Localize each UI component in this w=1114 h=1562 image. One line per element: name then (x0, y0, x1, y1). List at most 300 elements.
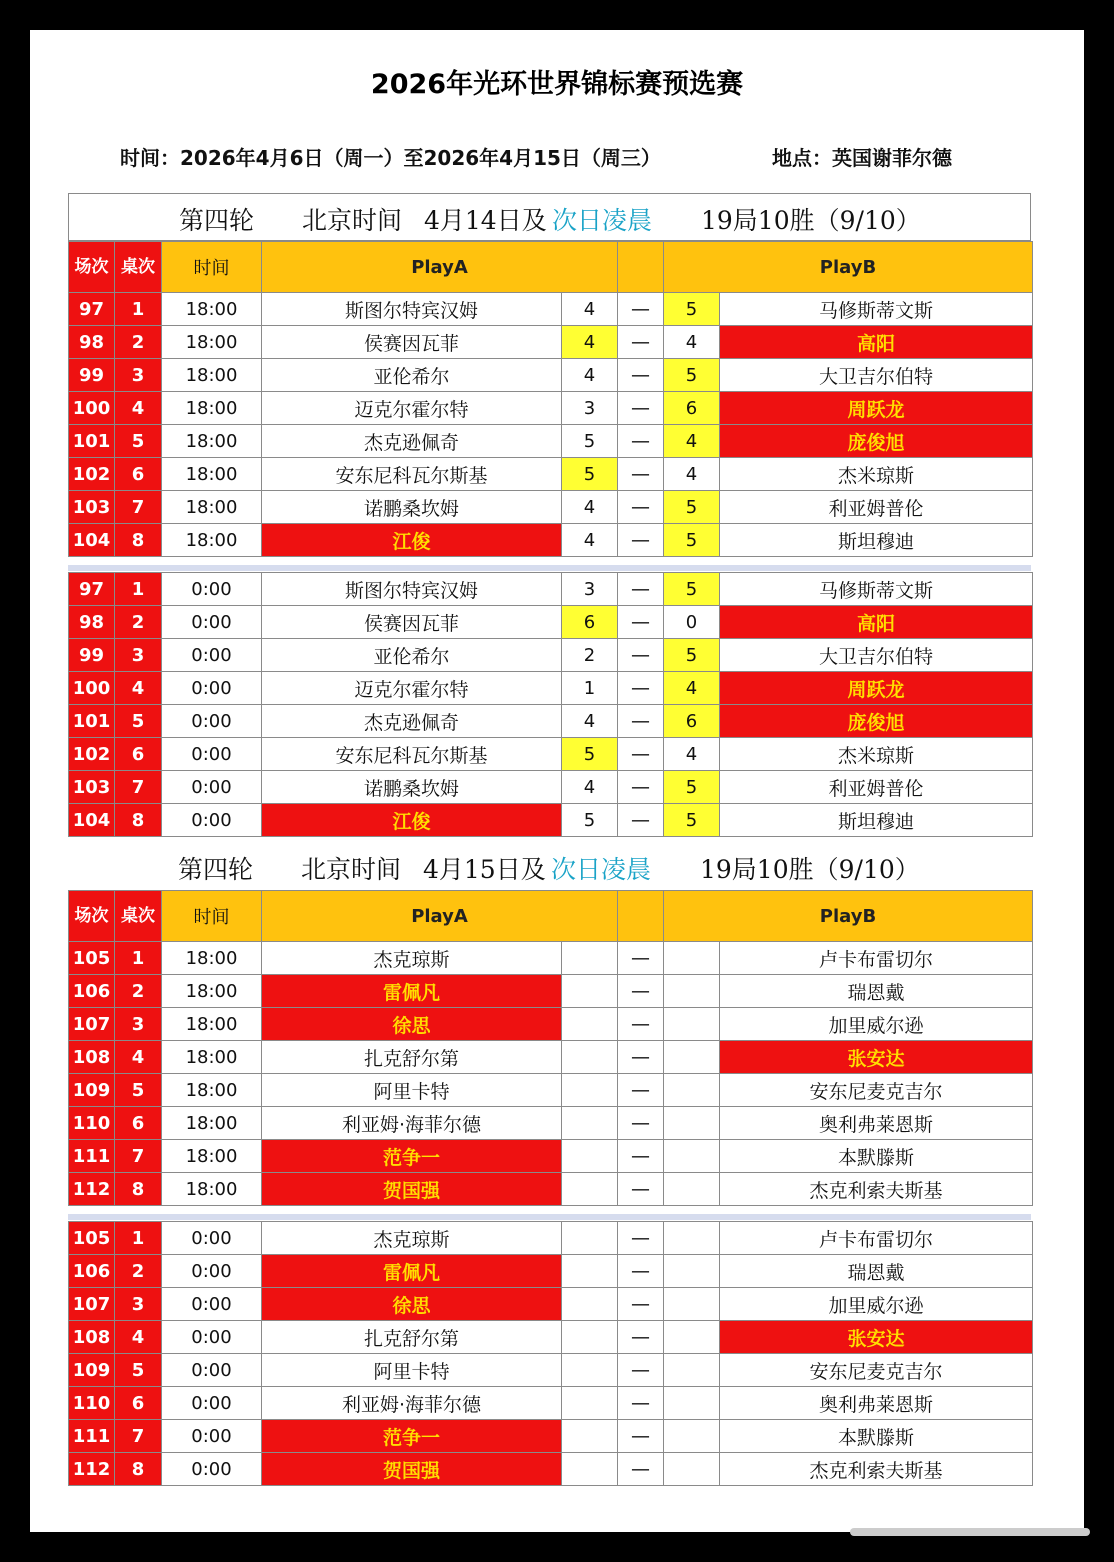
player-b-score: 5 (664, 293, 720, 326)
table-number: 6 (115, 1107, 162, 1140)
player-a-name: 扎克舒尔第 (262, 1321, 562, 1354)
schedule-table-4 (68, 1221, 1033, 1486)
match-row (69, 1074, 1033, 1107)
player-a-name: 徐思 (262, 1008, 562, 1041)
match-time: 0:00 (162, 573, 262, 606)
player-b-name: 张安达 (720, 1041, 1033, 1074)
match-row (69, 1140, 1033, 1173)
score-dash: — (618, 672, 664, 705)
player-b-score: 6 (664, 392, 720, 425)
match-row (69, 1453, 1033, 1486)
schedule-table-3 (68, 890, 1033, 1206)
match-row (69, 1288, 1033, 1321)
header-table-no: 桌次 (115, 891, 162, 942)
match-time: 0:00 (162, 1222, 262, 1255)
table-number: 3 (115, 639, 162, 672)
score-dash: — (618, 705, 664, 738)
date-range: 时间：2026年4月6日（周一）至2026年4月15日（周三） (120, 146, 661, 170)
player-b-name: 高阳 (720, 326, 1033, 359)
player-b-name: 庞俊旭 (720, 425, 1033, 458)
player-a-name: 范争一 (262, 1420, 562, 1453)
match-row (69, 771, 1033, 804)
player-b-score (664, 1354, 720, 1387)
score-dash: — (618, 326, 664, 359)
player-b-name: 马修斯蒂文斯 (720, 293, 1033, 326)
score-dash: — (618, 975, 664, 1008)
section-divider (68, 565, 1031, 571)
player-a-name: 杰克琼斯 (262, 942, 562, 975)
player-b-name: 杰米琼斯 (720, 738, 1033, 771)
schedule-table-2 (68, 572, 1033, 837)
player-a-score (562, 1321, 618, 1354)
player-b-score (664, 1255, 720, 1288)
section-divider (68, 1214, 1031, 1220)
match-time: 18:00 (162, 1041, 262, 1074)
player-a-name: 亚伦希尔 (262, 359, 562, 392)
table-number: 2 (115, 326, 162, 359)
table-number: 8 (115, 804, 162, 837)
score-dash: — (618, 491, 664, 524)
player-a-score (562, 1288, 618, 1321)
beijing-time-label: 北京时间 (301, 855, 402, 884)
table-number: 5 (115, 1074, 162, 1107)
match-time: 18:00 (162, 1140, 262, 1173)
table-number: 2 (115, 1255, 162, 1288)
match-row (69, 1420, 1033, 1453)
player-a-name: 迈克尔霍尔特 (262, 672, 562, 705)
match-number: 112 (69, 1173, 115, 1206)
score-dash: — (618, 458, 664, 491)
player-a-score: 3 (562, 392, 618, 425)
match-number: 97 (69, 573, 115, 606)
next-day-label: 次日凌晨 (552, 206, 653, 235)
match-row (69, 524, 1033, 557)
match-time: 18:00 (162, 425, 262, 458)
match-row (69, 458, 1033, 491)
match-time: 0:00 (162, 606, 262, 639)
player-a-score (562, 1354, 618, 1387)
match-time: 18:00 (162, 1107, 262, 1140)
player-a-name: 安东尼科瓦尔斯基 (262, 458, 562, 491)
player-b-score (664, 1041, 720, 1074)
match-number: 106 (69, 1255, 115, 1288)
match-number: 102 (69, 458, 115, 491)
player-b-score: 5 (664, 524, 720, 557)
match-time: 0:00 (162, 1420, 262, 1453)
player-a-score (562, 1107, 618, 1140)
round-header-1 (68, 193, 1031, 241)
match-row (69, 1354, 1033, 1387)
table-number: 7 (115, 491, 162, 524)
score-dash: — (618, 425, 664, 458)
match-number: 102 (69, 738, 115, 771)
header-player-b: PlayB (664, 891, 1033, 942)
venue: 地点：英国谢菲尔德 (772, 146, 952, 170)
player-b-score: 5 (664, 573, 720, 606)
player-b-score (664, 1387, 720, 1420)
table-number: 7 (115, 1420, 162, 1453)
score-dash: — (618, 1288, 664, 1321)
player-b-name: 利亚姆普伦 (720, 771, 1033, 804)
player-a-name: 江俊 (262, 804, 562, 837)
player-a-name: 杰克琼斯 (262, 1222, 562, 1255)
table-number: 1 (115, 942, 162, 975)
score-dash: — (618, 1074, 664, 1107)
player-a-score: 5 (562, 738, 618, 771)
player-b-score (664, 975, 720, 1008)
player-a-score: 4 (562, 491, 618, 524)
match-time: 18:00 (162, 524, 262, 557)
table-number: 6 (115, 738, 162, 771)
match-row (69, 804, 1033, 837)
header-table-no: 桌次 (115, 242, 162, 293)
match-row (69, 425, 1033, 458)
match-time: 0:00 (162, 1288, 262, 1321)
beijing-time-label: 北京时间 (302, 206, 403, 235)
player-b-score (664, 1222, 720, 1255)
player-b-score (664, 1008, 720, 1041)
player-a-score (562, 1222, 618, 1255)
score-dash: — (618, 771, 664, 804)
player-a-score: 6 (562, 606, 618, 639)
match-number: 107 (69, 1008, 115, 1041)
schedule-table-1 (68, 241, 1033, 557)
score-dash: — (618, 942, 664, 975)
match-time: 0:00 (162, 1354, 262, 1387)
match-row (69, 1255, 1033, 1288)
header-player-b: PlayB (664, 242, 1033, 293)
match-number: 110 (69, 1107, 115, 1140)
score-dash: — (618, 524, 664, 557)
player-b-name: 杰米琼斯 (720, 458, 1033, 491)
match-time: 18:00 (162, 392, 262, 425)
match-row (69, 738, 1033, 771)
player-a-score: 4 (562, 326, 618, 359)
match-row (69, 1222, 1033, 1255)
score-dash: — (618, 573, 664, 606)
table-number: 3 (115, 359, 162, 392)
player-a-name: 侯赛因瓦菲 (262, 326, 562, 359)
page-title: 2026年光环世界锦标赛预选赛 (370, 69, 744, 100)
player-b-score: 4 (664, 738, 720, 771)
player-b-score: 4 (664, 458, 720, 491)
match-number: 103 (69, 771, 115, 804)
table-number: 4 (115, 392, 162, 425)
player-a-name: 侯赛因瓦菲 (262, 606, 562, 639)
player-b-name: 加里威尔逊 (720, 1008, 1033, 1041)
player-a-score: 5 (562, 804, 618, 837)
score-dash: — (618, 1321, 664, 1354)
match-number: 108 (69, 1041, 115, 1074)
match-time: 18:00 (162, 975, 262, 1008)
table-number: 3 (115, 1288, 162, 1321)
header-blank (618, 242, 664, 293)
match-row (69, 942, 1033, 975)
player-a-name: 阿里卡特 (262, 1354, 562, 1387)
player-a-score: 1 (562, 672, 618, 705)
match-time: 18:00 (162, 942, 262, 975)
player-a-score (562, 1255, 618, 1288)
player-b-name: 瑞恩戴 (720, 975, 1033, 1008)
match-number: 106 (69, 975, 115, 1008)
score-dash: — (618, 1255, 664, 1288)
player-b-score (664, 1107, 720, 1140)
player-a-score (562, 1173, 618, 1206)
match-row (69, 606, 1033, 639)
match-row (69, 1041, 1033, 1074)
player-a-score: 4 (562, 524, 618, 557)
player-b-score: 5 (664, 359, 720, 392)
match-row (69, 573, 1033, 606)
player-b-name: 杰克利索夫斯基 (720, 1453, 1033, 1486)
match-number: 105 (69, 942, 115, 975)
player-a-name: 杰克逊佩奇 (262, 425, 562, 458)
player-b-name: 利亚姆普伦 (720, 491, 1033, 524)
watermark-strip (850, 1528, 1090, 1536)
player-a-score (562, 1140, 618, 1173)
player-a-name: 阿里卡特 (262, 1074, 562, 1107)
score-dash: — (618, 804, 664, 837)
round-header-2 (68, 843, 1031, 890)
match-number: 105 (69, 1222, 115, 1255)
player-b-score (664, 1453, 720, 1486)
player-a-name: 范争一 (262, 1140, 562, 1173)
match-row (69, 491, 1033, 524)
player-b-score (664, 1074, 720, 1107)
player-a-name: 迈克尔霍尔特 (262, 392, 562, 425)
match-format: 19局10胜（9/10） (700, 855, 920, 884)
header-blank (618, 891, 664, 942)
match-number: 109 (69, 1354, 115, 1387)
score-dash: — (618, 1173, 664, 1206)
match-time: 0:00 (162, 738, 262, 771)
player-a-score (562, 1008, 618, 1041)
score-dash: — (618, 1453, 664, 1486)
match-row (69, 1321, 1033, 1354)
match-time: 0:00 (162, 771, 262, 804)
player-a-name: 诺鹏桑坎姆 (262, 491, 562, 524)
player-b-name: 斯坦穆迪 (720, 804, 1033, 837)
player-a-score: 3 (562, 573, 618, 606)
match-time: 18:00 (162, 1008, 262, 1041)
player-b-name: 安东尼麦克吉尔 (720, 1354, 1033, 1387)
round-date: 4月15日及 (423, 855, 546, 884)
table-number: 6 (115, 1387, 162, 1420)
table-number: 1 (115, 293, 162, 326)
match-row (69, 1008, 1033, 1041)
match-time: 18:00 (162, 491, 262, 524)
match-time: 18:00 (162, 293, 262, 326)
player-a-name: 雷佩凡 (262, 1255, 562, 1288)
match-time: 0:00 (162, 1453, 262, 1486)
header-row (69, 891, 1033, 942)
player-a-score: 4 (562, 771, 618, 804)
round-date: 4月14日及 (424, 206, 547, 235)
match-time: 18:00 (162, 1173, 262, 1206)
match-number: 100 (69, 672, 115, 705)
player-b-score: 5 (664, 771, 720, 804)
player-b-name: 杰克利索夫斯基 (720, 1173, 1033, 1206)
player-a-score (562, 1041, 618, 1074)
match-time: 0:00 (162, 705, 262, 738)
score-dash: — (618, 1041, 664, 1074)
match-time: 18:00 (162, 359, 262, 392)
table-number: 1 (115, 1222, 162, 1255)
match-number: 108 (69, 1321, 115, 1354)
player-b-score (664, 1288, 720, 1321)
match-number: 99 (69, 359, 115, 392)
score-dash: — (618, 1008, 664, 1041)
match-time: 0:00 (162, 639, 262, 672)
header-player-a: PlayA (262, 891, 618, 942)
match-number: 111 (69, 1420, 115, 1453)
table-number: 2 (115, 975, 162, 1008)
table-number: 7 (115, 1140, 162, 1173)
match-number: 98 (69, 326, 115, 359)
score-dash: — (618, 1222, 664, 1255)
player-a-name: 安东尼科瓦尔斯基 (262, 738, 562, 771)
match-row (69, 359, 1033, 392)
player-b-score (664, 1321, 720, 1354)
player-b-name: 高阳 (720, 606, 1033, 639)
table-number: 4 (115, 672, 162, 705)
match-time: 18:00 (162, 326, 262, 359)
player-a-score (562, 942, 618, 975)
match-row (69, 1173, 1033, 1206)
player-b-name: 周跃龙 (720, 672, 1033, 705)
score-dash: — (618, 1387, 664, 1420)
match-row (69, 392, 1033, 425)
header-match-no: 场次 (69, 242, 115, 293)
player-b-name: 马修斯蒂文斯 (720, 573, 1033, 606)
player-a-name: 斯图尔特宾汉姆 (262, 573, 562, 606)
score-dash: — (618, 1420, 664, 1453)
player-a-score (562, 1453, 618, 1486)
player-b-name: 大卫吉尔伯特 (720, 639, 1033, 672)
table-number: 2 (115, 606, 162, 639)
player-a-name: 贺国强 (262, 1173, 562, 1206)
player-a-name: 雷佩凡 (262, 975, 562, 1008)
table-number: 5 (115, 705, 162, 738)
player-a-name: 亚伦希尔 (262, 639, 562, 672)
match-time: 0:00 (162, 1321, 262, 1354)
player-a-name: 贺国强 (262, 1453, 562, 1486)
player-b-name: 卢卡布雷切尔 (720, 1222, 1033, 1255)
table-number: 1 (115, 573, 162, 606)
player-a-name: 斯图尔特宾汉姆 (262, 293, 562, 326)
player-b-name: 周跃龙 (720, 392, 1033, 425)
player-b-score: 0 (664, 606, 720, 639)
match-time: 18:00 (162, 458, 262, 491)
match-time: 0:00 (162, 672, 262, 705)
player-b-score: 5 (664, 804, 720, 837)
player-a-score: 4 (562, 705, 618, 738)
table-number: 3 (115, 1008, 162, 1041)
player-a-name: 扎克舒尔第 (262, 1041, 562, 1074)
match-number: 103 (69, 491, 115, 524)
round-label: 第四轮 (178, 855, 254, 884)
player-a-score: 2 (562, 639, 618, 672)
score-dash: — (618, 1107, 664, 1140)
player-a-score: 4 (562, 359, 618, 392)
table-number: 5 (115, 1354, 162, 1387)
table-number: 4 (115, 1321, 162, 1354)
match-row (69, 1387, 1033, 1420)
player-b-score (664, 942, 720, 975)
player-b-name: 奥利弗莱恩斯 (720, 1107, 1033, 1140)
header-match-no: 场次 (69, 891, 115, 942)
score-dash: — (618, 738, 664, 771)
match-number: 101 (69, 425, 115, 458)
match-number: 104 (69, 804, 115, 837)
player-b-name: 卢卡布雷切尔 (720, 942, 1033, 975)
score-dash: — (618, 1140, 664, 1173)
match-format: 19局10胜（9/10） (701, 206, 921, 235)
table-number: 8 (115, 1453, 162, 1486)
player-a-name: 利亚姆·海菲尔德 (262, 1387, 562, 1420)
match-number: 100 (69, 392, 115, 425)
player-a-score (562, 1420, 618, 1453)
score-dash: — (618, 606, 664, 639)
table-number: 4 (115, 1041, 162, 1074)
player-b-name: 斯坦穆迪 (720, 524, 1033, 557)
match-number: 112 (69, 1453, 115, 1486)
header-time: 时间 (162, 891, 262, 942)
player-a-name: 江俊 (262, 524, 562, 557)
score-dash: — (618, 1354, 664, 1387)
match-time: 0:00 (162, 1255, 262, 1288)
match-row (69, 326, 1033, 359)
score-dash: — (618, 359, 664, 392)
player-b-name: 本默滕斯 (720, 1420, 1033, 1453)
match-number: 104 (69, 524, 115, 557)
match-time: 0:00 (162, 1387, 262, 1420)
player-a-score (562, 1074, 618, 1107)
player-a-name: 徐思 (262, 1288, 562, 1321)
player-a-score (562, 975, 618, 1008)
player-a-name: 杰克逊佩奇 (262, 705, 562, 738)
header-time: 时间 (162, 242, 262, 293)
player-b-name: 张安达 (720, 1321, 1033, 1354)
player-b-name: 本默滕斯 (720, 1140, 1033, 1173)
match-row (69, 1107, 1033, 1140)
match-number: 97 (69, 293, 115, 326)
player-b-name: 瑞恩戴 (720, 1255, 1033, 1288)
player-b-score: 4 (664, 425, 720, 458)
score-dash: — (618, 392, 664, 425)
player-b-score (664, 1173, 720, 1206)
match-time: 18:00 (162, 1074, 262, 1107)
player-b-score: 5 (664, 491, 720, 524)
match-row (69, 672, 1033, 705)
match-number: 99 (69, 639, 115, 672)
player-a-score: 5 (562, 458, 618, 491)
match-row (69, 705, 1033, 738)
table-number: 5 (115, 425, 162, 458)
header-row (69, 242, 1033, 293)
player-b-score: 5 (664, 639, 720, 672)
round-label: 第四轮 (179, 206, 255, 235)
player-a-score (562, 1387, 618, 1420)
table-number: 7 (115, 771, 162, 804)
player-b-score (664, 1140, 720, 1173)
score-dash: — (618, 639, 664, 672)
match-number: 107 (69, 1288, 115, 1321)
player-b-name: 庞俊旭 (720, 705, 1033, 738)
player-a-name: 利亚姆·海菲尔德 (262, 1107, 562, 1140)
match-number: 101 (69, 705, 115, 738)
player-b-score (664, 1420, 720, 1453)
